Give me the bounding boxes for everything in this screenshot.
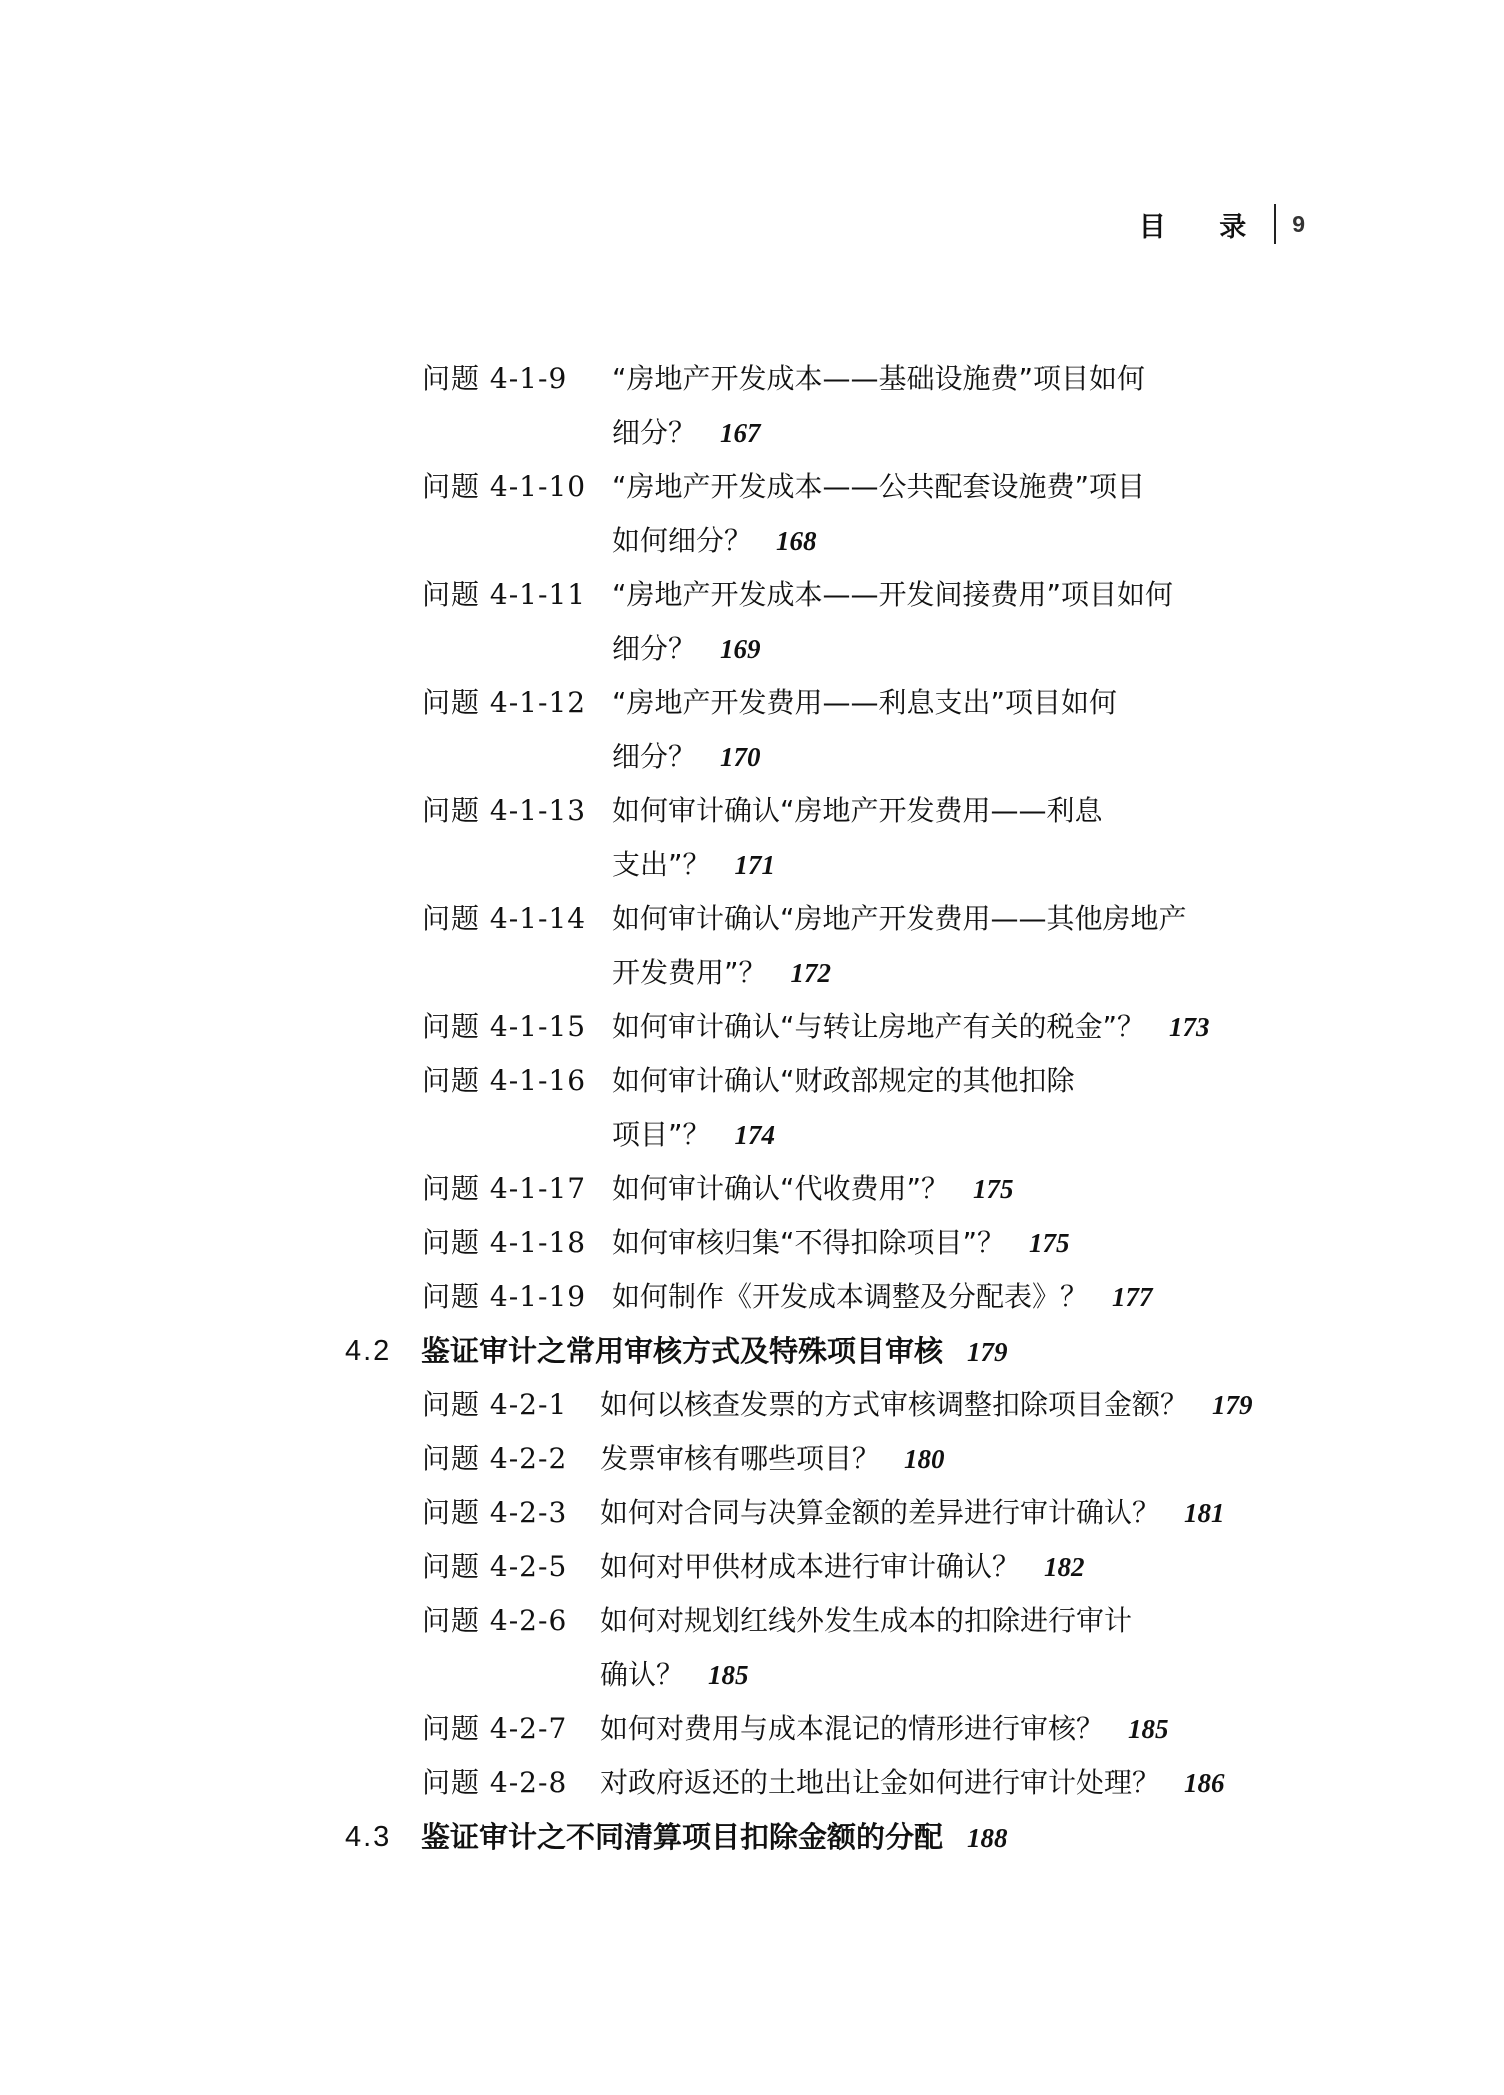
section-page: 188	[967, 1823, 1008, 1853]
section-page: 179	[967, 1337, 1008, 1367]
entry-code: 问题 4-1-10	[422, 470, 587, 503]
toc-entry-continuation[interactable]	[0, 1108, 1504, 1162]
toc-entry[interactable]	[0, 1000, 1504, 1054]
toc-entry[interactable]	[0, 1054, 1504, 1108]
entry-code: 问题 4-1-11	[422, 578, 587, 611]
entry-code: 问题 4-1-14	[422, 902, 587, 935]
toc-entry[interactable]	[0, 460, 1504, 514]
entry-page-number: 177	[1112, 1282, 1153, 1312]
entry-code: 问题 4-1-9	[422, 362, 568, 395]
toc-entry[interactable]	[0, 1162, 1504, 1216]
entry-text: 如何审计确认“与转让房地产有关的税金”？ 173	[612, 1010, 1210, 1043]
toc-entry[interactable]	[0, 1378, 1504, 1432]
section-4-2[interactable]	[0, 1324, 1504, 1378]
entry-text: 如何审计确认“房地产开发费用——利息	[612, 794, 1103, 827]
entry-code: 问题 4-1-12	[422, 686, 587, 719]
toc-entry[interactable]	[0, 676, 1504, 730]
entry-text: 如何制作《开发成本调整及分配表》？ 177	[612, 1280, 1153, 1313]
entry-text: 项目”？ 174	[612, 1118, 776, 1151]
entry-text: “房地产开发成本——开发间接费用”项目如何	[612, 578, 1174, 611]
toc-entry[interactable]	[0, 784, 1504, 838]
running-header	[1139, 204, 1305, 244]
entry-text: 如何审核归集“不得扣除项目”？ 175	[612, 1226, 1070, 1259]
entry-code: 问题 4-2-8	[422, 1766, 568, 1799]
entry-code: 问题 4-2-5	[422, 1550, 568, 1583]
entry-code: 问题 4-1-19	[422, 1280, 587, 1313]
entry-text: 开发费用”？ 172	[612, 956, 832, 989]
entry-code: 问题 4-1-15	[422, 1010, 587, 1043]
entry-page-number: 186	[1184, 1768, 1225, 1798]
toc-entry-continuation[interactable]	[0, 946, 1504, 1000]
entry-text: 如何对费用与成本混记的情形进行审核？ 185	[600, 1712, 1169, 1745]
entry-page-number: 179	[1212, 1390, 1253, 1420]
header-divider	[1274, 204, 1276, 244]
entry-text: 对政府返还的土地出让金如何进行审计处理？ 186	[600, 1766, 1225, 1799]
entry-code: 问题 4-1-13	[422, 794, 587, 827]
toc-entry-continuation[interactable]	[0, 514, 1504, 568]
entry-code: 问题 4-2-3	[422, 1496, 568, 1529]
toc-entry[interactable]	[0, 352, 1504, 406]
entry-page-number: 181	[1184, 1498, 1225, 1528]
entry-text: 确认？ 185	[600, 1658, 749, 1691]
toc-entry[interactable]	[0, 892, 1504, 946]
entry-text: 如何对合同与决算金额的差异进行审计确认？ 181	[600, 1496, 1225, 1529]
entry-page-number: 185	[1128, 1714, 1169, 1744]
entry-text: 如何审计确认“房地产开发费用——其他房地产	[612, 902, 1187, 935]
entry-page-number: 170	[720, 742, 761, 772]
entry-page-number: 175	[973, 1174, 1014, 1204]
section-title: 鉴证审计之常用审核方式及特殊项目审核 179	[421, 1334, 1008, 1368]
toc-entry-continuation[interactable]	[0, 838, 1504, 892]
header-title: 目 录	[1138, 211, 1269, 243]
entry-text: “房地产开发费用——利息支出”项目如何	[612, 686, 1118, 719]
entry-text: 如何以核查发票的方式审核调整扣除项目金额？ 179	[600, 1388, 1253, 1421]
entry-text: “房地产开发成本——基础设施费”项目如何	[612, 362, 1146, 395]
entry-text: 细分？ 167	[612, 416, 761, 449]
entry-text: 支出”？ 171	[612, 848, 776, 881]
entry-text: 如何对规划红线外发生成本的扣除进行审计	[600, 1604, 1133, 1637]
section-number: 4.3	[345, 1821, 392, 1853]
entry-page-number: 169	[720, 634, 761, 664]
table-of-contents	[0, 352, 1504, 1864]
entry-page-number: 182	[1044, 1552, 1085, 1582]
entry-text: 如何审计确认“代收费用”？ 175	[612, 1172, 1014, 1205]
entry-text: “房地产开发成本——公共配套设施费”项目	[612, 470, 1146, 503]
entry-page-number: 171	[734, 850, 776, 880]
toc-group-4-2	[0, 1378, 1504, 1810]
toc-entry[interactable]	[0, 1270, 1504, 1324]
entry-text: 如何对甲供材成本进行审计确认？ 182	[600, 1550, 1085, 1583]
entry-code: 问题 4-2-7	[422, 1712, 568, 1745]
toc-entry[interactable]	[0, 1540, 1504, 1594]
entry-code: 问题 4-1-16	[422, 1064, 587, 1097]
entry-page-number: 172	[790, 958, 832, 988]
toc-entry[interactable]	[0, 1702, 1504, 1756]
entry-text: 细分？ 169	[612, 632, 761, 665]
toc-entry[interactable]	[0, 1432, 1504, 1486]
toc-entry-continuation[interactable]	[0, 406, 1504, 460]
entry-page-number: 185	[708, 1660, 749, 1690]
entry-page-number: 173	[1169, 1012, 1210, 1042]
toc-entry[interactable]	[0, 568, 1504, 622]
entry-page-number: 180	[904, 1444, 945, 1474]
toc-group-4-1	[0, 352, 1504, 1324]
entry-page-number: 174	[734, 1120, 776, 1150]
section-number: 4.2	[345, 1335, 392, 1367]
toc-entry-continuation[interactable]	[0, 730, 1504, 784]
entry-code: 问题 4-2-6	[422, 1604, 568, 1637]
entry-page-number: 175	[1029, 1228, 1070, 1258]
toc-entry-continuation[interactable]	[0, 1648, 1504, 1702]
toc-entry[interactable]	[0, 1594, 1504, 1648]
entry-page-number: 168	[776, 526, 817, 556]
entry-text: 如何审计确认“财政部规定的其他扣除	[612, 1064, 1075, 1097]
entry-text: 发票审核有哪些项目？ 180	[600, 1442, 945, 1475]
entry-code: 问题 4-1-17	[422, 1172, 587, 1205]
page-number: 9	[1292, 210, 1305, 237]
section-4-3[interactable]	[0, 1810, 1504, 1864]
entry-code: 问题 4-1-18	[422, 1226, 587, 1259]
toc-entry[interactable]	[0, 1216, 1504, 1270]
entry-text: 细分？ 170	[612, 740, 761, 773]
entry-text: 如何细分？ 168	[612, 524, 817, 557]
entry-code: 问题 4-2-2	[422, 1442, 568, 1475]
toc-entry-continuation[interactable]	[0, 622, 1504, 676]
entry-page-number: 167	[720, 418, 761, 448]
section-title: 鉴证审计之不同清算项目扣除金额的分配 188	[421, 1820, 1008, 1854]
toc-entry[interactable]	[0, 1486, 1504, 1540]
toc-entry[interactable]	[0, 1756, 1504, 1810]
entry-code: 问题 4-2-1	[422, 1388, 568, 1421]
